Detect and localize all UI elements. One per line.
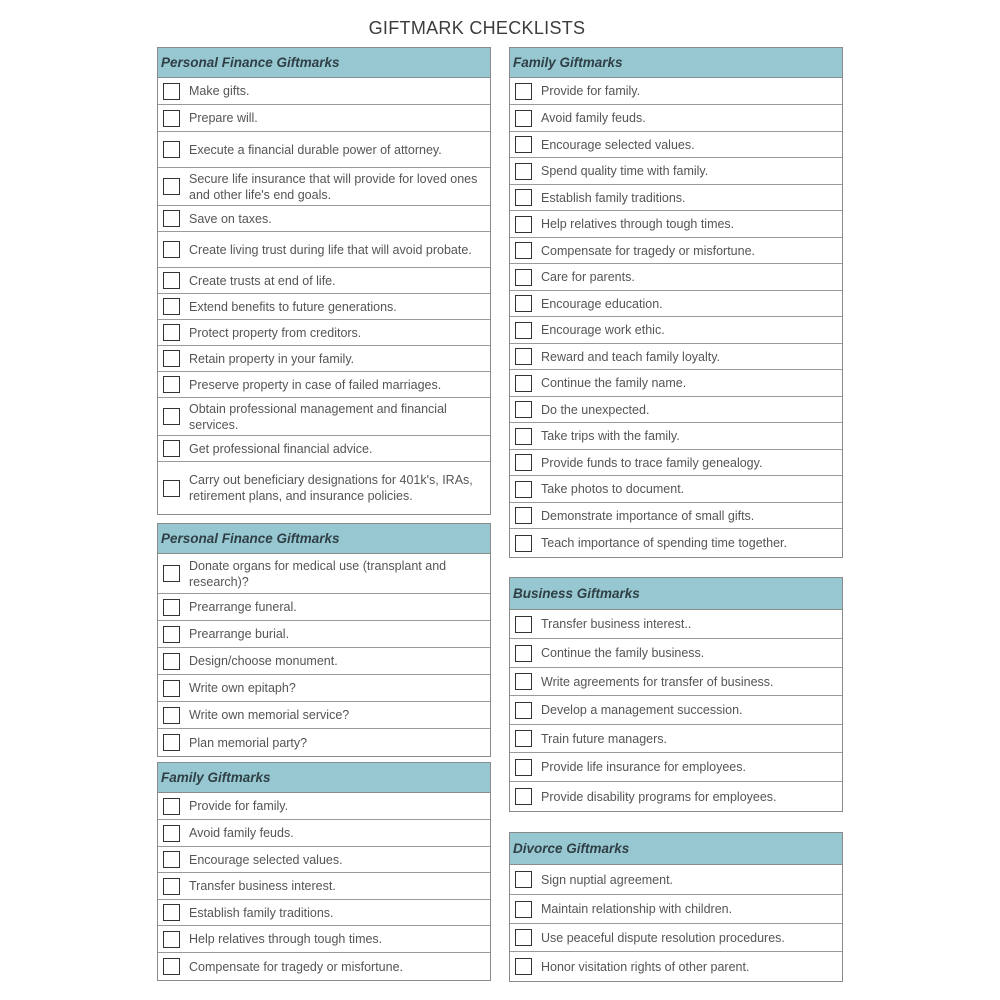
checklist-item[interactable] [158,702,490,729]
item-label: Compensate for tragedy or misfortune. [189,959,403,974]
section-title: Personal Finance Giftmarks [158,524,490,554]
item-label: Secure life insurance that will provide for loved ones and other life's end goals. [189,171,478,202]
checklist-item[interactable] [158,873,490,900]
checkbox[interactable] [515,375,532,392]
checkbox[interactable] [163,272,180,289]
checkbox[interactable] [515,730,532,747]
checkbox[interactable] [163,565,180,582]
item-label: Maintain relationship with children. [541,902,733,916]
section-title: Business Giftmarks [510,578,842,610]
checklist-business [509,577,843,812]
checkbox[interactable] [515,295,532,312]
checklist-item[interactable] [510,503,842,529]
checklist-item[interactable] [510,238,842,264]
checklist-item[interactable] [158,793,490,820]
checkbox[interactable] [515,189,532,206]
checkbox[interactable] [163,825,180,842]
item-label: Help relatives through tough times. [541,217,735,231]
checkbox[interactable] [163,241,180,258]
checklist-item[interactable] [510,895,842,924]
item-label: Plan memorial party? [189,735,308,750]
page-title: GIFTMARK CHECKLISTS [368,18,586,38]
checklist-item[interactable] [510,753,842,782]
checkbox[interactable] [163,210,180,227]
checklist-item[interactable] [510,264,842,291]
checklist-item[interactable] [510,782,842,811]
checklist-item[interactable] [510,610,842,639]
item-label: Write own memorial service? [189,708,350,722]
item-label: Prepare will. [189,111,258,125]
checklist-item[interactable] [158,847,490,873]
section-title: Family Giftmarks [158,763,490,793]
checkbox[interactable] [163,599,180,616]
checklist-item[interactable] [158,232,490,268]
item-label: Demonstrate importance of small gifts. [541,508,755,523]
checklist-item[interactable] [510,185,842,211]
checkbox[interactable] [163,958,180,975]
item-label: Obtain professional management and financial services. [189,401,447,432]
item-label: Transfer business interest. [189,879,336,893]
checklist-item[interactable] [510,397,842,423]
checklist-item[interactable] [158,594,490,621]
checkbox[interactable] [163,376,180,393]
checkbox[interactable] [163,83,180,100]
checkbox[interactable] [515,401,532,418]
checklist-item[interactable] [510,696,842,725]
checkbox[interactable] [163,734,180,751]
checklist-family-1 [509,47,843,558]
item-label: Provide for family. [189,799,289,813]
item-label: Prearrange funeral. [189,600,297,614]
item-label: Care for parents. [541,270,635,284]
item-label: Provide disability programs for employees. [541,789,777,804]
item-label: Teach importance of spending time together. [541,536,787,550]
section-title: Family Giftmarks [510,48,842,78]
checklist-item[interactable] [158,132,490,168]
checkbox[interactable] [163,110,180,127]
checklist-personal-finance-2 [157,523,491,757]
checklist-item[interactable] [158,820,490,847]
checkbox[interactable] [515,958,532,975]
item-label: Use peaceful dispute resolution procedures. [541,930,785,945]
item-label: Develop a management succession. [541,703,743,717]
checklist-item[interactable] [158,436,490,462]
checklist-item[interactable] [510,725,842,753]
item-label: Avoid family feuds. [541,111,646,125]
item-label: Avoid family feuds. [189,826,294,840]
checkbox[interactable] [515,535,532,552]
checkbox[interactable] [515,616,532,633]
item-label: Create living trust during life that will avoid probate. [189,242,472,257]
checkbox[interactable] [515,83,532,100]
checklist-item[interactable] [510,952,842,981]
checkbox[interactable] [515,759,532,776]
checklist-item[interactable] [158,346,490,372]
checklist-item[interactable] [158,372,490,398]
checkbox[interactable] [163,707,180,724]
item-label: Create trusts at end of life. [189,273,336,288]
checkbox[interactable] [163,680,180,697]
checkbox[interactable] [515,348,532,365]
checklist-item[interactable] [510,370,842,397]
checkbox[interactable] [163,350,180,367]
checklist-item[interactable] [510,291,842,317]
item-label: Get professional financial advice. [189,441,373,456]
item-label: Take trips with the family. [541,429,680,443]
item-label: Take photos to document. [541,482,685,496]
item-label: Provide funds to trace family genealogy. [541,455,763,470]
item-label: Carry out beneficiary designations for 401k's, IRAs, retirement plans, and insurance policies. [189,473,473,503]
checkbox[interactable] [163,480,180,497]
checklist-item[interactable] [510,132,842,158]
item-label: Sign nuptial agreement. [541,872,674,887]
checklist-item[interactable] [510,924,842,952]
item-label: Extend benefits to future generations. [189,299,397,314]
item-label: Compensate for tragedy or misfortune. [541,243,755,258]
checklist-item[interactable] [158,105,490,132]
item-label: Do the unexpected. [541,402,650,417]
item-label: Establish family traditions. [541,190,686,205]
checklist-item[interactable] [158,78,490,105]
checklist-item[interactable] [510,476,842,503]
item-label: Execute a financial durable power of attorney. [189,142,442,157]
checklist-item[interactable] [510,317,842,344]
item-label: Protect property from creditors. [189,325,362,340]
checkbox[interactable] [163,298,180,315]
checkbox[interactable] [163,851,180,868]
item-label: Reward and teach family loyalty. [541,349,721,364]
checklist-divorce [509,832,843,982]
item-label: Save on taxes. [189,211,272,226]
item-label: Encourage work ethic. [541,323,665,337]
section-title: Divorce Giftmarks [510,833,842,865]
item-label: Transfer business interest.. [541,617,692,631]
checkbox[interactable] [515,788,532,805]
checklist-item[interactable] [510,105,842,132]
checklist-item[interactable] [158,648,490,675]
checklist-family-2 [157,762,491,981]
item-label: Retain property in your family. [189,351,355,366]
item-label: Prearrange burial. [189,627,290,641]
item-label: Help relatives through tough times. [189,932,383,946]
section-title: Personal Finance Giftmarks [158,48,490,78]
checkbox[interactable] [515,216,532,233]
checklist-item[interactable] [510,344,842,370]
item-label: Preserve property in case of failed marriages. [189,377,442,392]
item-label: Encourage selected values. [541,137,695,152]
checkbox[interactable] [515,507,532,524]
checkbox[interactable] [163,931,180,948]
checklist-item[interactable] [158,462,490,514]
checklist-item[interactable] [510,211,842,238]
checklist-item[interactable] [510,450,842,476]
checklist-personal-finance-1 [157,47,491,515]
item-label: Continue the family name. [541,376,687,390]
checkbox[interactable] [515,136,532,153]
item-label: Design/choose monument. [189,654,338,668]
checklist-item[interactable] [510,78,842,105]
checkbox[interactable] [163,141,180,158]
item-label: Spend quality time with family. [541,164,709,178]
checkbox[interactable] [163,440,180,457]
checklist-item[interactable] [510,668,842,696]
checkbox[interactable] [515,110,532,127]
checklist-item[interactable] [158,953,490,980]
checkbox[interactable] [163,324,180,341]
checkbox[interactable] [515,673,532,690]
checkbox[interactable] [163,408,180,425]
checkbox[interactable] [515,481,532,498]
item-label: Train future managers. [541,731,667,746]
checkbox[interactable] [515,901,532,918]
checklist-item[interactable] [510,423,842,450]
checklist-item[interactable] [158,294,490,320]
checkbox[interactable] [163,798,180,815]
item-label: Provide for family. [541,84,641,98]
checklist-item[interactable] [158,398,490,436]
checkbox[interactable] [515,242,532,259]
item-label: Provide life insurance for employees. [541,760,746,774]
item-label: Write agreements for transfer of business. [541,674,774,689]
item-label: Donate organs for medical use (transplant and research)? [189,558,447,589]
checkbox[interactable] [515,929,532,946]
checkbox[interactable] [515,163,532,180]
checkbox[interactable] [515,454,532,471]
checklist-item[interactable] [158,675,490,702]
checklist-item[interactable] [510,865,842,895]
checkbox[interactable] [163,904,180,921]
item-label: Encourage education. [541,296,663,311]
checkbox[interactable] [163,178,180,195]
checkbox[interactable] [163,878,180,895]
item-label: Continue the family business. [541,646,705,660]
checklist-item[interactable] [158,268,490,294]
item-label: Make gifts. [189,84,250,98]
checklist-item[interactable] [510,639,842,668]
item-label: Write own epitaph? [189,681,296,695]
checkbox[interactable] [515,645,532,662]
checklist-item[interactable] [158,554,490,594]
checkbox[interactable] [515,269,532,286]
checklist-item[interactable] [510,158,842,185]
checklist-item[interactable] [158,900,490,926]
checkbox[interactable] [163,653,180,670]
checkbox[interactable] [515,871,532,888]
checklist-item[interactable] [158,729,490,756]
checkbox[interactable] [515,322,532,339]
checklist-item[interactable] [158,320,490,346]
checklist-item[interactable] [158,206,490,232]
checklist-item[interactable] [158,168,490,206]
item-label: Encourage selected values. [189,852,343,867]
checkbox[interactable] [163,626,180,643]
item-label: Establish family traditions. [189,905,334,920]
checklist-item[interactable] [510,529,842,557]
checkbox[interactable] [515,702,532,719]
checkbox[interactable] [515,428,532,445]
item-label: Honor visitation rights of other parent. [541,959,750,974]
checklist-item[interactable] [158,621,490,648]
checklist-item[interactable] [158,926,490,953]
